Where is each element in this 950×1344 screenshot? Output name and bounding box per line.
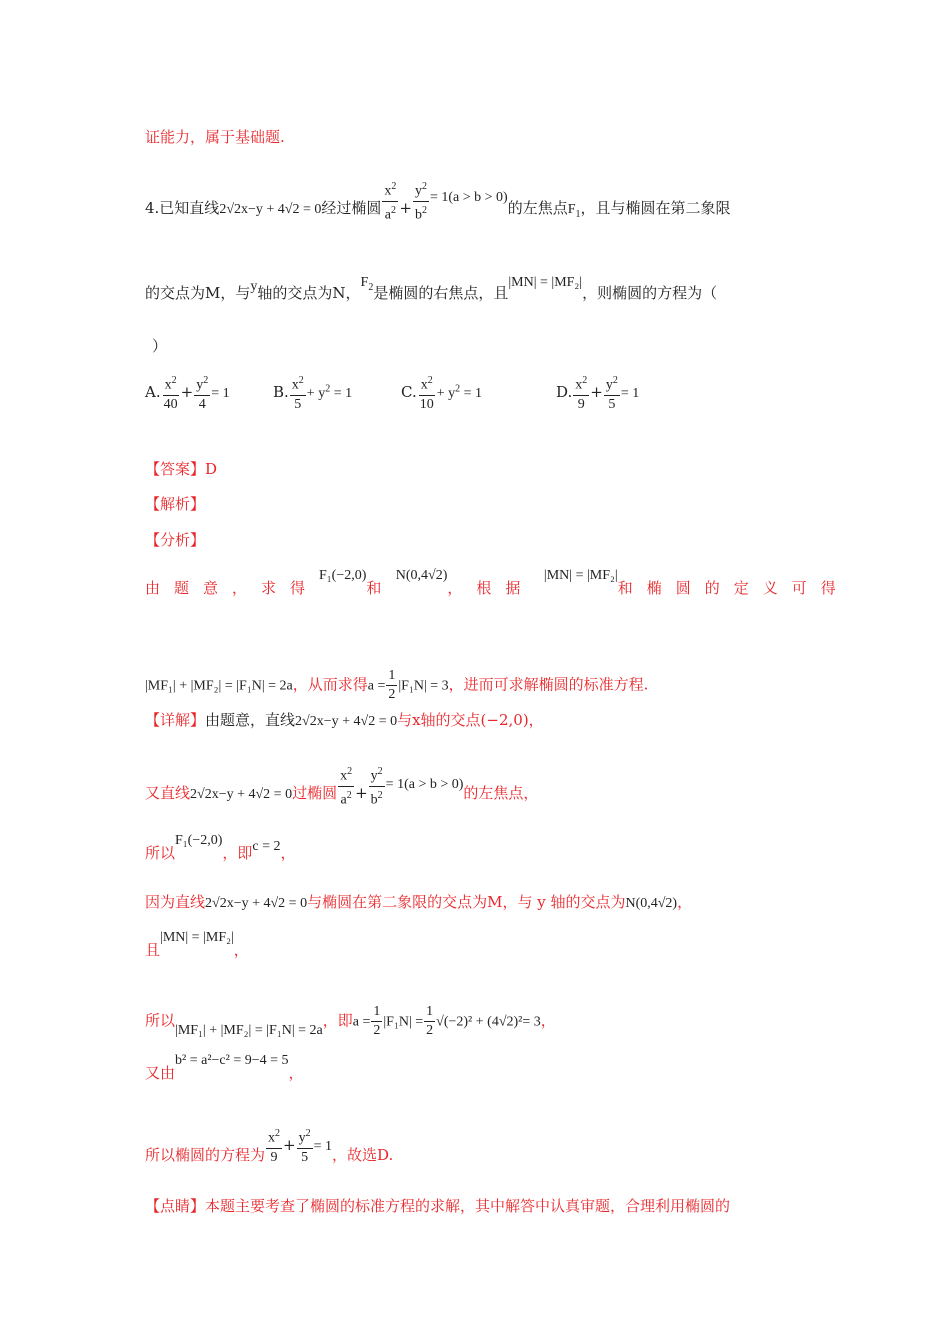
ellipse-tail: = 1(a > b > 0) [429, 190, 508, 206]
answer-tag: 【答案】D [145, 460, 218, 478]
question-tail1: ，且与椭圆在第二象限 [580, 199, 731, 218]
detail-line-2: 又直线2√2x−y + 4√2 = 0过椭圆 $\frac{x^2}{a^2}$ + $\frac{y^2}{b^2}$ = 1(a > b > 0)的左焦点， [145, 771, 538, 817]
question-prefix: 4.已知直线 [145, 199, 220, 218]
detail-line-4: 因为直线2√2x−y + 4√2 = 0与椭圆在第二象限的交点为M，与 y 轴的交点为N(0,4√2)， [145, 893, 693, 911]
detail-line-3: 所以F₁(−2,0)，即c = 2， [145, 833, 296, 862]
detail-line-6: 所以|MF₁| + |MF₂| = |F₁N| = 2a，即a = $\frac{1}{2}$ |F₁N| = $\frac{1}{2}$ √(−2)² + (4√2)²= 3， [145, 1004, 556, 1038]
ellipse-fraction-y: $\frac{y^2}{b^2}$ [413, 178, 429, 224]
f1-symbol: $F_1$ [567, 202, 581, 220]
dianjing-line: 【点睛】本题主要考查了椭圆的标准方程的求解，其中解答中认真审题，合理利用椭圆的 [145, 1197, 731, 1215]
question-line-1: 4.已知直线2√2x−y + 4√2 = 0经过椭圆 $\frac{x^2}{a^2}$ + $\frac{y^2}{b^2}$ = 1(a > b > 0)的左焦点$F_1$，且与椭圆在第二象限 [145, 186, 731, 232]
option-c: C. $\frac{x^2}{10}$ + $y^2 = 1$ [401, 372, 556, 414]
fenxi-tag: 【分析】 [145, 531, 206, 549]
question-line-3: ） [152, 337, 168, 355]
jiexi-tag: 【解析】 [145, 495, 206, 513]
detail-line-8: 所以椭圆的方程为 $\frac{x^2}{9}$ + $\frac{y^2}{5}$ = 1，故选D. [145, 1135, 393, 1177]
option-a: A. $\frac{x^2}{40}$ + $\frac{y^2}{4}$ = 1 [145, 372, 273, 414]
line-equation: 2√2x−y + 4√2 = 0 [219, 202, 322, 218]
option-d: D. $\frac{x^2}{9}$ + $\frac{y^2}{5}$ = 1 [556, 383, 639, 401]
question-mid1: 经过椭圆 [321, 199, 382, 218]
question-line-2: 的交点为M，与y轴的交点为N，$F_2$是椭圆的右焦点，且|MN| = |MF₂|，则椭圆的方程为（ [145, 275, 718, 302]
option-b: B. $\frac{x^2}{5}$ + $y^2 = 1$ [273, 372, 401, 414]
detail-line-7: 又由b² = a²−c² = 9−4 = 5， [145, 1053, 304, 1082]
analysis-line-2: |MF₁| + |MF₂| = |F₁N| = 2a，从而求得a = $\frac{1}{2}$ |F₁N| = 3，进而可求解椭圆的标准方程. [145, 668, 649, 702]
ellipse-fraction-x: $\frac{x^2}{a^2}$ [382, 178, 398, 224]
question-mid2: 的左焦点 [507, 199, 568, 218]
text-line-1: 证能力，属于基础题. [145, 128, 285, 146]
detail-line-1: 【详解】由题意，直线2√2x−y + 4√2 = 0与x轴的交点(−2,0)， [145, 711, 544, 729]
mn-equation: |MN| = |MF₂| [508, 275, 583, 290]
detail-line-5: 且|MN| = |MF₂|， [145, 930, 249, 959]
options-row [145, 372, 639, 422]
analysis-line-1: 由题意，求得F₁(−2,0)和 N(0,4√2)，根据 |MN| = |MF₂|和椭圆的定义可得 [145, 568, 850, 597]
